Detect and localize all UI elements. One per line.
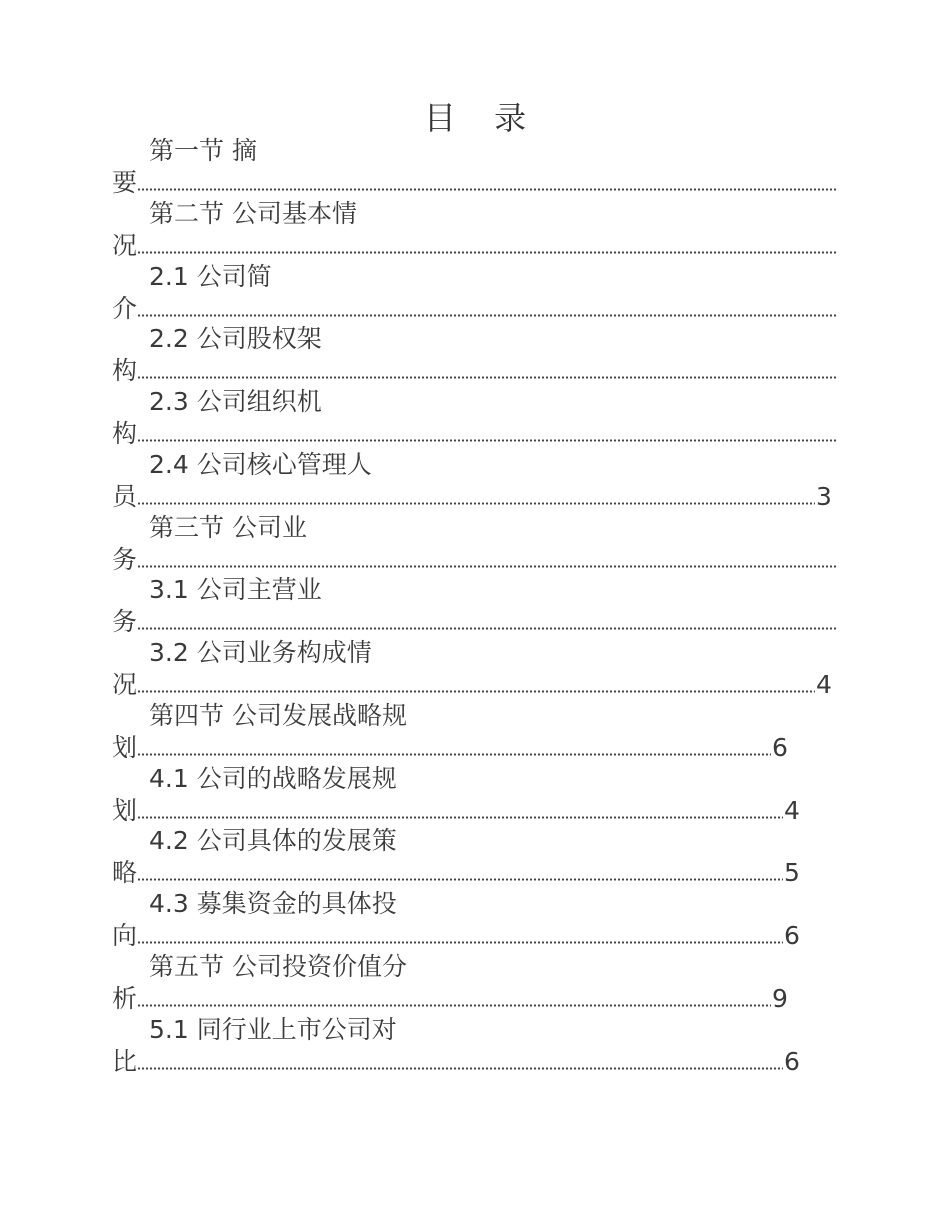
toc-entry-page: 4 [784,795,800,825]
toc-entry-page: 5 [784,858,800,888]
toc-entry-tail: 况 [112,670,138,699]
toc-entry[interactable] [112,824,872,887]
toc-entry-leader-line [112,543,838,575]
toc-entry-page: 6 [772,732,788,762]
toc-entry-leader-line [112,417,838,449]
toc-entry-tail: 构 [112,356,138,386]
toc-entry-heading: 第四节 公司发展战略规 [149,700,407,730]
toc-list [112,134,872,1075]
toc-entry-tail: 务 [112,607,138,637]
toc-entry-leader-line [112,668,832,700]
dot-leader [137,502,815,505]
dot-leader [137,439,837,442]
toc-entry-tail: 析 [112,983,138,1013]
dot-leader [137,690,815,693]
toc-entry[interactable] [112,322,872,385]
toc-entry-leader-line [112,794,800,826]
dot-leader [137,376,837,379]
toc-entry[interactable] [112,134,872,197]
toc-entry[interactable] [112,197,872,260]
toc-entry-tail: 介 [112,293,138,323]
toc-entry-leader-line [112,1045,800,1077]
toc-entry[interactable] [112,260,872,323]
toc-entry-leader-line [112,166,838,198]
toc-entry[interactable] [112,573,872,636]
toc-entry-heading: 4.2 公司具体的发展策 [149,826,397,856]
dot-leader [137,314,837,317]
toc-entry[interactable] [112,636,872,699]
toc-entry-heading: 2.1 公司简 [149,261,272,291]
dot-leader [137,941,783,944]
toc-entry-leader-line [112,229,838,261]
toc-entry-page: 6 [784,921,800,950]
toc-entry-tail: 构 [112,419,138,448]
dot-leader [137,816,783,819]
toc-entry[interactable] [112,699,872,762]
toc-entry[interactable] [112,448,872,511]
toc-entry-heading: 4.1 公司的战略发展规 [149,763,397,793]
toc-entry[interactable] [112,385,872,448]
toc-entry-tail: 务 [112,544,138,574]
toc-entry[interactable] [112,762,872,825]
toc-entry-heading: 3.1 公司主营业 [149,575,322,605]
dot-leader [137,1067,783,1070]
toc-entry-heading: 3.2 公司业务构成情 [149,638,372,667]
toc-entry-tail: 划 [112,795,138,825]
dot-leader [137,188,837,191]
toc-entry[interactable] [112,1013,872,1076]
toc-entry[interactable] [112,950,872,1013]
toc-entry-heading: 第二节 公司基本情 [149,198,357,228]
toc-entry-leader-line [112,605,838,637]
toc-entry-heading: 第三节 公司业 [149,512,307,542]
dot-leader [137,251,837,254]
toc-entry-heading: 2.3 公司组织机 [149,387,322,416]
toc-entry-leader-line [112,982,788,1014]
dot-leader [137,565,837,568]
toc-entry-leader-line [112,480,832,512]
toc-entry-leader-line [112,731,788,763]
toc-entry-heading: 4.3 募集资金的具体投 [149,889,397,918]
toc-entry-heading: 2.4 公司核心管理人 [149,449,372,479]
toc-entry-tail: 略 [112,858,138,888]
toc-entry-tail: 划 [112,732,138,762]
toc-entry-heading: 2.2 公司股权架 [149,324,322,354]
dot-leader [137,1004,771,1007]
toc-entry-heading: 第一节 摘 [149,136,257,165]
toc-entry-tail: 员 [112,481,138,511]
toc-entry-tail: 况 [112,230,138,260]
toc-entry[interactable] [112,887,872,950]
toc-entry[interactable] [112,511,872,574]
toc-entry-tail: 要 [112,168,138,197]
toc-entry-tail: 比 [112,1046,138,1076]
toc-entry-page: 9 [772,983,788,1013]
toc-entry-heading: 5.1 同行业上市公司对 [149,1014,397,1044]
toc-entry-page: 4 [816,670,832,699]
toc-title: 目 录 [423,99,541,137]
toc-entry-page: 3 [816,481,832,511]
dot-leader [137,878,783,881]
toc-entry-tail: 向 [112,921,138,950]
dot-leader [137,627,837,630]
toc-entry-leader-line [112,292,838,324]
toc-entry-leader-line [112,919,800,951]
toc-entry-heading: 第五节 公司投资价值分 [149,951,407,981]
dot-leader [137,753,771,756]
toc-entry-page: 6 [784,1046,800,1076]
toc-entry-leader-line [112,856,800,888]
toc-entry-leader-line [112,354,838,386]
